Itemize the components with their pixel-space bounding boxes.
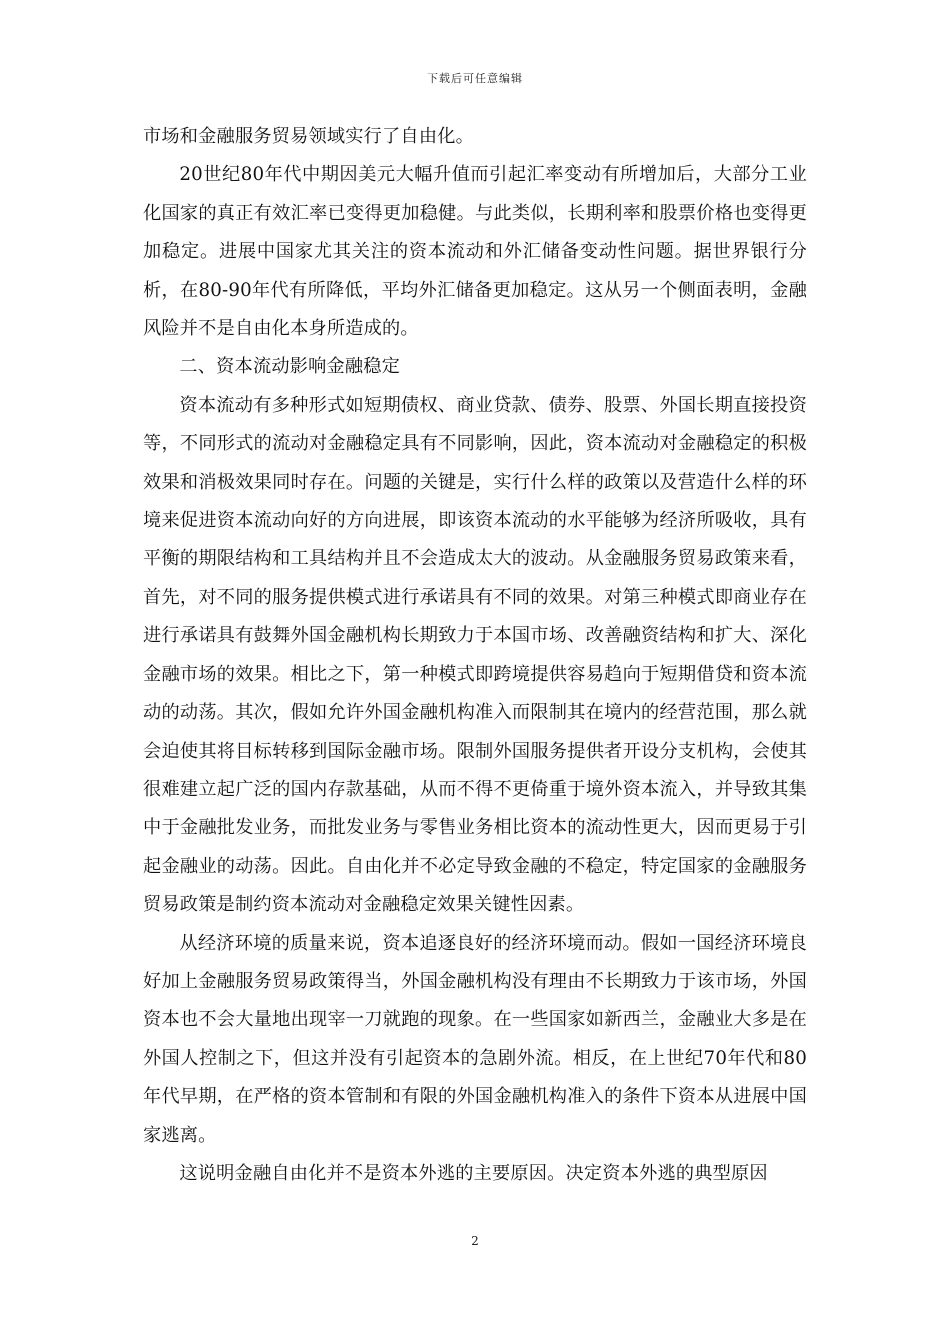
paragraph: 资本流动有多种形式如短期债权、商业贷款、债券、股票、外国长期直接投资等，不同形式的流动对金融稳定具有不同影响，因此，资本流动对金融稳定的积极效果和消极效果同时存在。问题的关键是，实行什么样的政策以及营造什么样的环境来促进资本流动向好的方向进展，即该资本流动的水平能够为经济所吸收，具有平衡的期限结构和工具结构并且不会造成太大的波动。从金融服务贸易政策来看，首先，对不同的服务提供模式进行承诺具有不同的效果。对第三种模式即商业存在进行承诺具有鼓舞外国金融机构长期致力于本国市场、改善融资结构和扩大、深化金融市场的效果。相比之下，第一种模式即跨境提供容易趋向于短期借贷和资本流动的动荡。其次，假如允许外国金融机构准入而限制其在境内的经营范围，那么就会迫使其将目标转移到国际金融市场。限制外国服务提供者开设分支机构，会使其很难建立起广泛的国内存款基础，从而不得不更倚重于境外资本流入，并导致其集中于金融批发业务，而批发业务与零售业务相比资本的流动性更大，因而更易于引起金融业的动荡。因此。自由化并不必定导致金融的不稳定，特定国家的金融服务贸易政策是制约资本流动对金融稳定效果关键性因素。 [143,394,807,916]
paragraph: 20世纪80年代中期因美元大幅升值而引起汇率变动有所增加后，大部分工业化国家的真正有效汇率已变得更加稳健。与此类似，长期利率和股票价格也变得更加稳定。进展中国家尤其关注的资本流动和外汇储备变动性问题。据世界银行分析，在80-90年代有所降低，平均外汇储备更加稳定。这从另一个侧面表明，金融风险并不是自由化本身所造成的。 [143,164,807,340]
document-body [143,118,807,1193]
paragraph: 从经济环境的质量来说，资本追逐良好的经济环境而动。假如一国经济环境良好加上金融服务贸易政策得当，外国金融机构没有理由不长期致力于该市场，外国资本也不会大量地出现宰一刀就跑的现象。在一些国家如新西兰，金融业大多是在外国人控制之下，但这并没有引起资本的急剧外流。相反，在上世纪70年代和80年代早期，在严格的资本管制和有限的外国金融机构准入的条件下资本从进展中国家逃离。 [143,932,807,1146]
paragraph: 市场和金融服务贸易领域实行了自由化。 [143,126,474,147]
page-header: 下载后可任意编辑 [427,72,523,85]
page-number: 2 [471,1234,479,1248]
paragraph: 这说明金融自由化并不是资本外逃的主要原因。决定资本外逃的典型原因 [179,1162,768,1184]
section-heading: 二、资本流动影响金融稳定 [179,356,401,378]
